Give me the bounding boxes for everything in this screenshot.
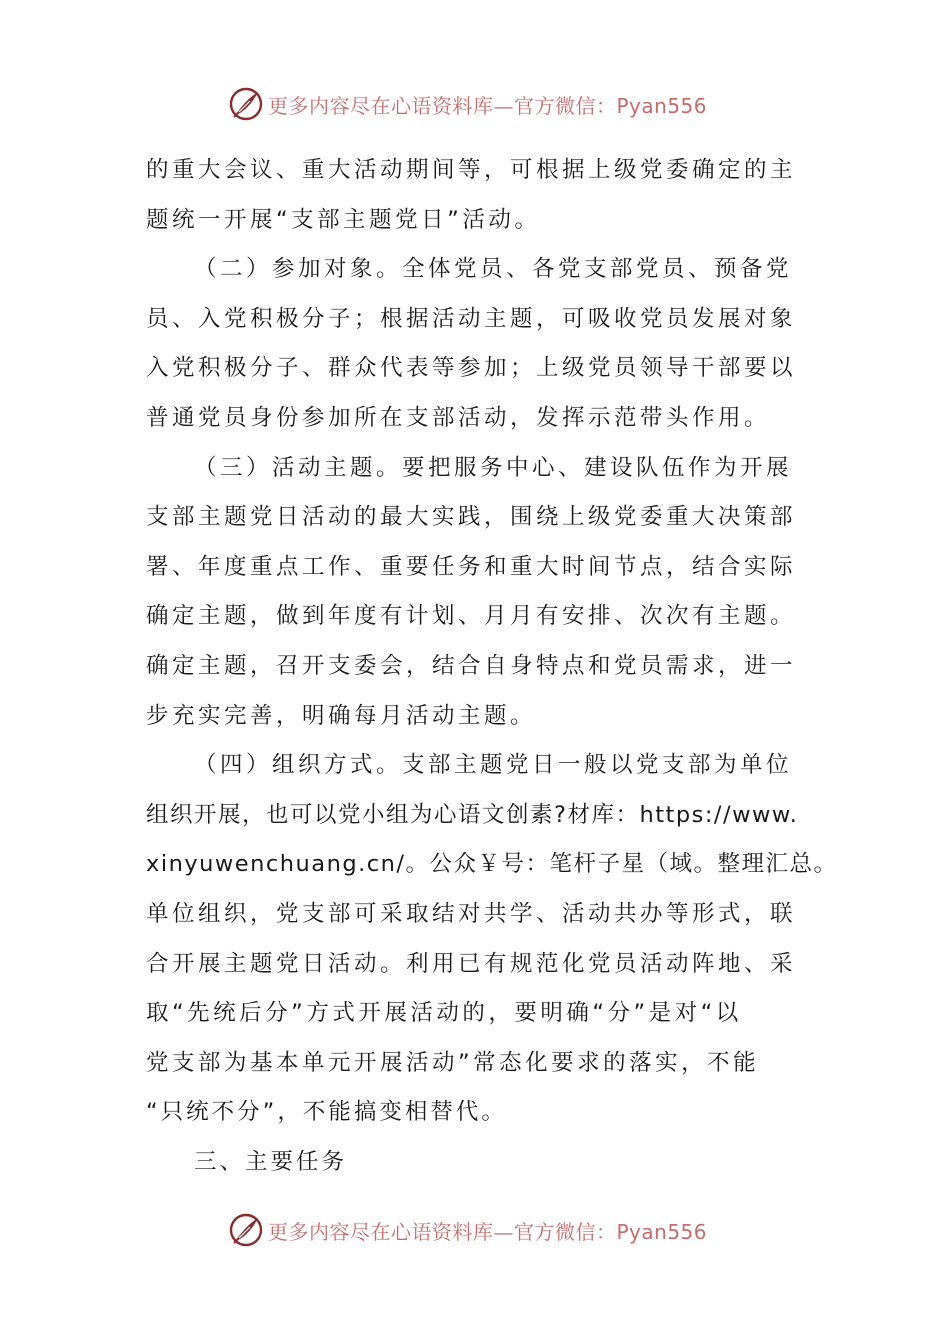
body-line: 的重大会议、重大活动期间等，可根据上级党委确定的主 xyxy=(146,157,797,183)
watermark-text: 更多内容尽在心语资料库—官方微信：Pyan556 xyxy=(268,1219,708,1244)
quill-logo-icon xyxy=(228,1212,264,1248)
wechat-id: Pyan556 xyxy=(616,1219,708,1244)
body-line: 党支部为基本单元开展活动”常态化要求的落实，不能 xyxy=(146,1049,760,1076)
wechat-id: Pyan556 xyxy=(616,93,708,118)
header-watermark xyxy=(228,84,748,124)
body-line: 员、入党积极分子；根据活动主题，可吸收党员发展对象 xyxy=(146,305,797,332)
body-line: 署、年度重点工作、重要任务和重大时间节点，结合实际 xyxy=(146,553,797,580)
document-body xyxy=(146,146,838,1187)
section-heading: 三、主要任务 xyxy=(194,1148,348,1175)
body-line: xinyuwenchuang.cn/。公众￥号：笔杆子星（域。整理汇总。 xyxy=(146,851,838,878)
body-line: 入党积极分子、群众代表等参加；上级党员领导干部要以 xyxy=(146,355,797,382)
body-line: 单位组织，党支部可采取结对共学、活动共办等形式，联 xyxy=(146,900,797,927)
body-line: 题统一开展“支部主题党日”活动。 xyxy=(146,206,541,233)
body-line: 普通党员身份参加所在支部活动，发挥示范带头作用。 xyxy=(146,404,771,431)
body-line: 支部主题党日活动的最大实践，围绕上级党委重大决策部 xyxy=(146,504,797,531)
quill-logo-icon xyxy=(228,86,264,122)
footer-watermark xyxy=(228,1210,748,1250)
body-line: 确定主题，做到年度有计划、月月有安排、次次有主题。 xyxy=(146,603,797,630)
body-line: （三）活动主题。要把服务中心、建设队伍作为开展 xyxy=(194,454,793,481)
body-line: （四）组织方式。支部主题党日一般以党支部为单位 xyxy=(194,752,793,779)
body-line: 组织开展，也可以党小组为心语文创素?材库：https://www. xyxy=(146,801,799,828)
body-line: 合开展主题党日活动。利用已有规范化党员活动阵地、采 xyxy=(146,950,797,977)
body-line: 确定主题，召开支委会，结合自身特点和党员需求，进一 xyxy=(146,652,797,679)
body-line: 步充实完善，明确每月活动主题。 xyxy=(146,702,537,729)
watermark-text: 更多内容尽在心语资料库—官方微信：Pyan556 xyxy=(268,93,708,118)
body-line: （二）参加对象。全体党员、各党支部党员、预备党 xyxy=(194,256,793,283)
body-line: 取“先统后分”方式开展活动的，要明确“分”是对“以 xyxy=(146,1000,742,1027)
body-line: “只统不分”，不能搞变相替代。 xyxy=(146,1099,507,1126)
